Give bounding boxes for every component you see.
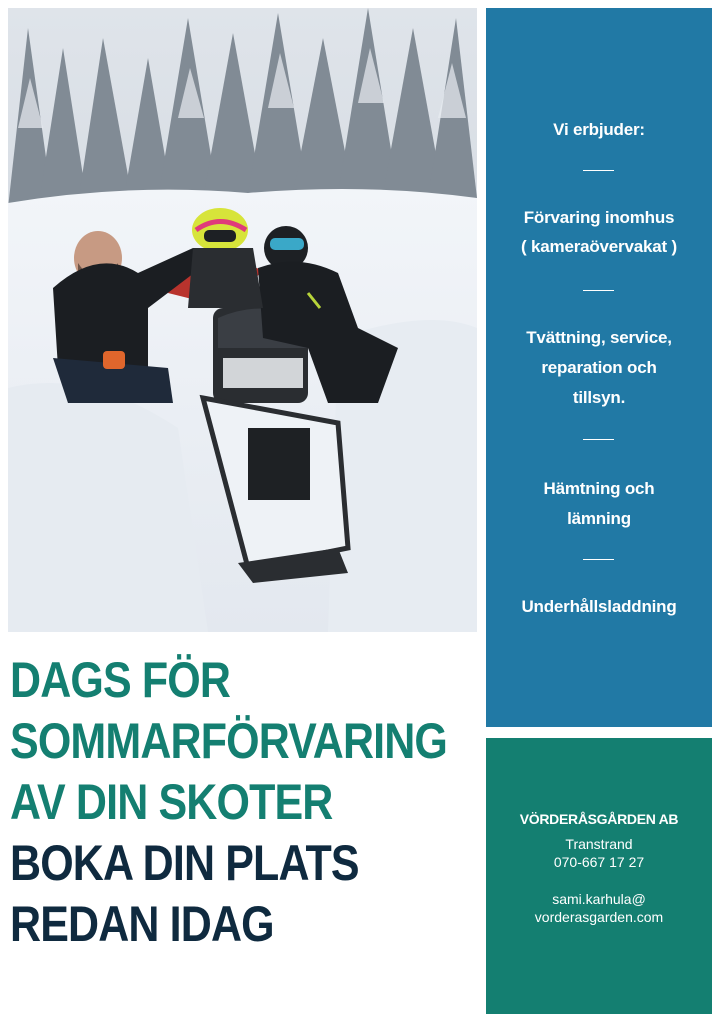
offer-item-wash: Tvättning, service, xyxy=(526,328,672,347)
separator xyxy=(583,170,614,171)
separator xyxy=(583,290,614,291)
headline-line-5: REDAN IDAG xyxy=(10,896,274,952)
offer-item-charging: Underhållsladdning xyxy=(521,597,677,616)
headline xyxy=(10,650,448,955)
contact-panel xyxy=(486,738,712,1014)
headline-line-2: SOMMARFÖRVARING xyxy=(10,713,448,769)
separator xyxy=(583,559,614,560)
contact-email-domain[interactable]: vorderasgarden.com xyxy=(534,909,664,925)
offer-item-storage: Förvaring inomhus xyxy=(523,208,675,227)
separator xyxy=(583,439,614,440)
offer-item-camera: ( kameraövervakat ) xyxy=(521,237,677,256)
contact-email-user[interactable]: sami.karhula@ xyxy=(552,891,646,907)
offer-title: Vi erbjuder: xyxy=(553,120,645,139)
contact-town: Transtrand xyxy=(565,836,633,852)
headline-line-4: BOKA DIN PLATS xyxy=(10,835,359,891)
headline-line-3: AV DIN SKOTER xyxy=(10,774,333,830)
offer-item-delivery: lämning xyxy=(567,509,631,528)
offer-panel xyxy=(486,8,712,727)
contact-phone[interactable]: 070-667 17 27 xyxy=(553,854,645,870)
headline-line-1: DAGS FÖR xyxy=(10,652,231,708)
company-name: VÖRDERÅSGÅRDEN AB xyxy=(519,811,679,827)
offer-item-repair: reparation och xyxy=(541,358,657,377)
offer-item-supervision: tillsyn. xyxy=(572,388,626,407)
photo-illustration xyxy=(8,8,477,632)
snowmobile-photo xyxy=(8,8,477,632)
offer-item-pickup: Hämtning och xyxy=(543,479,655,498)
